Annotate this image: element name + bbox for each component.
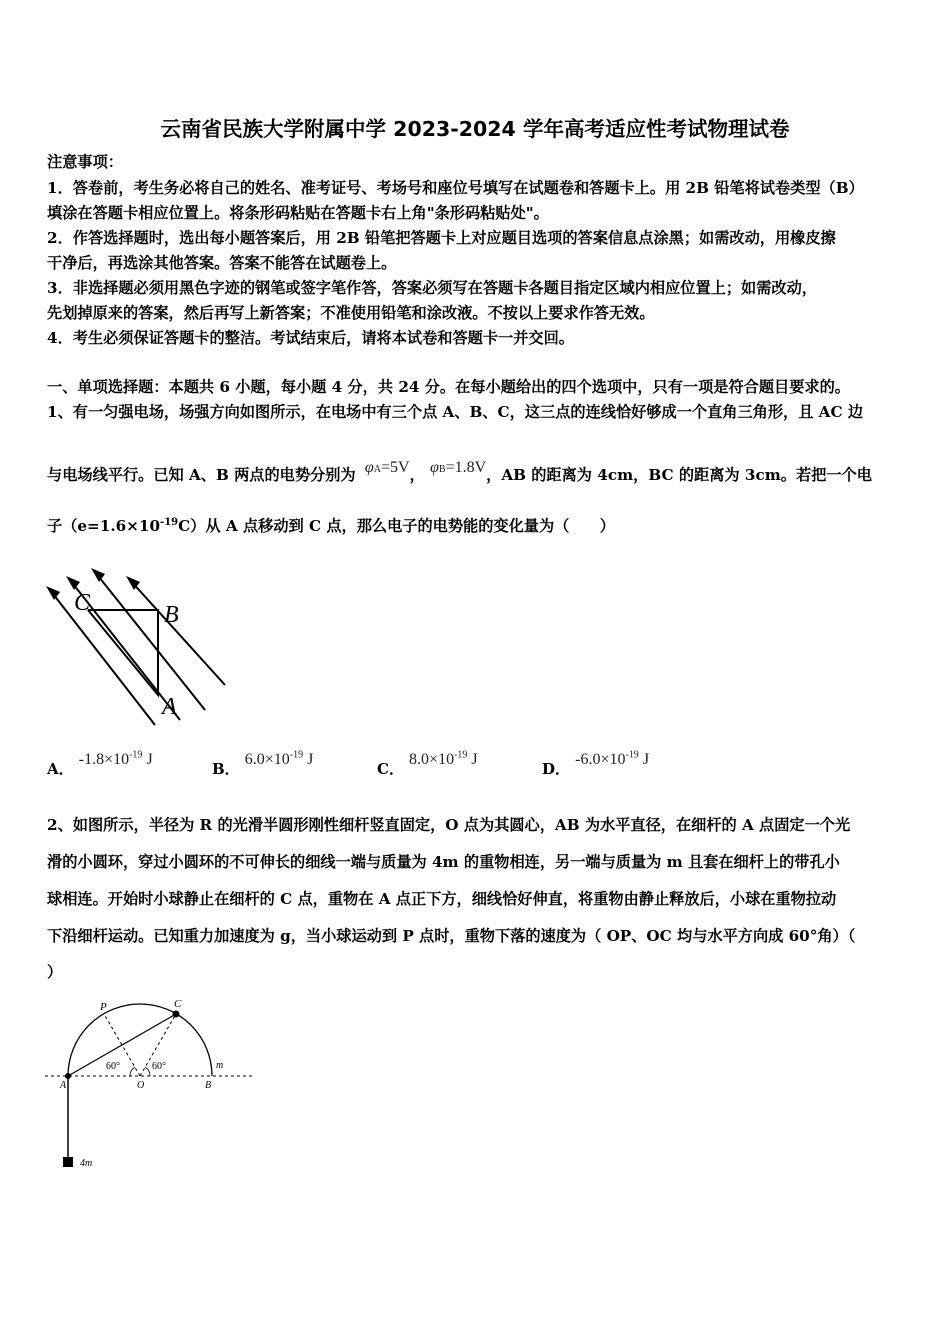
- label-p: P: [100, 1001, 107, 1013]
- q2-text-line: 球相连。开始时小球静止在细杆的 C 点，重物在 A 点正下方，细线恰好伸直，将重物由静止释放后，小球在重物拉动: [47, 890, 837, 908]
- label-b: B: [164, 602, 179, 628]
- angle-label: 60°: [106, 1061, 120, 1072]
- option-letter: D．: [542, 760, 571, 778]
- weight-block: [63, 1157, 73, 1167]
- mantissa: -1.8: [78, 751, 105, 768]
- option-letter: C．: [377, 760, 404, 778]
- option-value: [409, 751, 478, 768]
- arrowhead: [66, 576, 80, 590]
- phi-a-sub: A: [373, 464, 381, 475]
- comma: ，: [409, 466, 425, 484]
- label-c: C: [74, 590, 91, 616]
- unit: J: [307, 751, 314, 768]
- notice-line: 3．非选择题必须用黑色字迹的钢笔或签字笔作答，答案必须写在答题卡各题目指定区域内相应位置上；如需改动，: [47, 279, 817, 297]
- ball-c: [173, 1011, 180, 1018]
- notice-line: 1．答卷前，考生务必将自己的姓名、准考证号、考场号和座位号填写在试题卷和答题卡上。用 2B 铅笔将试卷类型（B）: [47, 179, 864, 197]
- label-o: O: [137, 1080, 145, 1091]
- option-a[interactable]: [47, 749, 153, 779]
- option-value: [79, 751, 153, 768]
- angle-arc: [130, 1067, 135, 1076]
- phi-b-value: =1.8V: [445, 459, 487, 476]
- q1-text-line2a: 与电场线平行。已知 A、B 两点的电势分别为: [47, 466, 356, 484]
- exponent: -19: [454, 749, 468, 761]
- notice-line: 先划掉原来的答案，然后再写上新答案；不准使用铅笔和涂改液。不按以上要求作答无效。: [47, 304, 655, 322]
- phi-a-value: =5V: [380, 459, 410, 476]
- arrowhead: [91, 568, 105, 582]
- phi-b-formula: [430, 459, 486, 476]
- q1-text-line3a: 子（e=1.6×10: [47, 517, 161, 536]
- page-title: 云南省民族大学附属中学 2023-2024 学年高考适应性考试物理试卷: [160, 117, 790, 141]
- mantissa: 6.0: [244, 751, 265, 768]
- option-b[interactable]: [212, 749, 314, 779]
- angle-arc: [145, 1067, 150, 1076]
- notice-line: 2．作答选择题时，选出每小题答案后，用 2B 铅笔把答题卡上对应题目选项的答案信息点涂黑；如需改动，用橡皮擦: [47, 229, 836, 247]
- section-heading: 一、单项选择题：本题共 6 小题，每小题 4 分，共 24 分。在每小题给出的四个选项中，只有一项是符合题目要求的。: [47, 378, 850, 396]
- exponent: -19: [289, 749, 304, 761]
- phi-a-symbol: φ: [364, 459, 374, 476]
- q1-text-line1: 1、有一匀强电场，场强方向如图所示，在电场中有三个点 A、B、C，这三点的连线恰好够成一个直角三角形，且 AC 边: [47, 403, 864, 421]
- q1-text-line2b: ，AB 的距离为 4cm，BC 的距离为 3cm。若把一个电: [486, 466, 872, 484]
- mantissa: -6.0: [575, 751, 601, 768]
- notice-line: 4．考生必须保证答题卡的整洁。考试结束后，请将本试卷和答题卡一并交回。: [47, 329, 574, 347]
- times-ten: ×10: [264, 751, 290, 768]
- label-m: m: [216, 1060, 224, 1071]
- q1-text-line2: [47, 459, 872, 488]
- option-d[interactable]: [542, 749, 650, 779]
- phi-b-sub: B: [438, 464, 446, 475]
- option-letter: B．: [212, 760, 240, 778]
- phi-a-formula: [365, 459, 410, 476]
- option-value: [575, 751, 649, 768]
- ring-a: [65, 1073, 71, 1079]
- label-4m: 4m: [80, 1158, 93, 1169]
- q1-text-line3: [47, 513, 615, 536]
- angle-label: 60°: [152, 1061, 166, 1072]
- notice-line: 填涂在答题卡相应位置上。将条形码粘贴在答题卡右上角"条形码粘贴处"。: [47, 204, 549, 222]
- times-ten: ×10: [600, 751, 626, 768]
- q1-text-line3b: C）从 A 点移动到 C 点，那么电子的电势能的变化量为（ ）: [178, 517, 615, 536]
- q2-semicircle-figure: [40, 995, 260, 1175]
- exponent: -19: [625, 749, 639, 761]
- q2-text-line: ）: [47, 963, 63, 981]
- phi-b-symbol: φ: [430, 459, 439, 476]
- label-a: A: [162, 694, 177, 720]
- exponent: -19: [129, 749, 143, 761]
- notice-heading: 注意事项：: [47, 153, 123, 171]
- field-line: [95, 572, 205, 710]
- q1-field-figure: [40, 560, 240, 735]
- label-c: C: [174, 998, 182, 1010]
- unit: J: [471, 751, 478, 768]
- option-letter: A．: [47, 760, 74, 778]
- label-b: B: [205, 1080, 212, 1091]
- label-a: A: [60, 1080, 67, 1091]
- notice-line: 干净后，再选涂其他答案。答案不能答在试题卷上。: [47, 254, 397, 272]
- q2-text-line: 滑的小圆环，穿过小圆环的不可伸长的细线一端与质量为 4m 的重物相连，另一端与质量为 m 且套在细杆上的带孔小: [47, 853, 840, 871]
- times-ten: ×10: [429, 751, 455, 768]
- unit: J: [642, 751, 650, 768]
- semicircle-rod: [68, 1004, 212, 1076]
- q2-text-line: 下沿细杆运动。已知重力加速度为 g，当小球运动到 P 点时，重物下落的速度为（ OP、OC 均与水平方向成 60°角）（: [47, 927, 856, 945]
- q2-text-line: 2、如图所示，半径为 R 的光滑半圆形刚性细杆竖直固定，O 点为其圆心，AB 为水平直径，在细杆的 A 点固定一个光: [47, 816, 851, 834]
- option-c[interactable]: [377, 749, 478, 779]
- unit: J: [146, 751, 153, 768]
- mantissa: 8.0: [409, 751, 430, 768]
- option-value: [245, 751, 314, 768]
- arrowhead: [46, 586, 60, 600]
- q1-exponent: -19: [160, 517, 179, 528]
- times-ten: ×10: [104, 751, 130, 768]
